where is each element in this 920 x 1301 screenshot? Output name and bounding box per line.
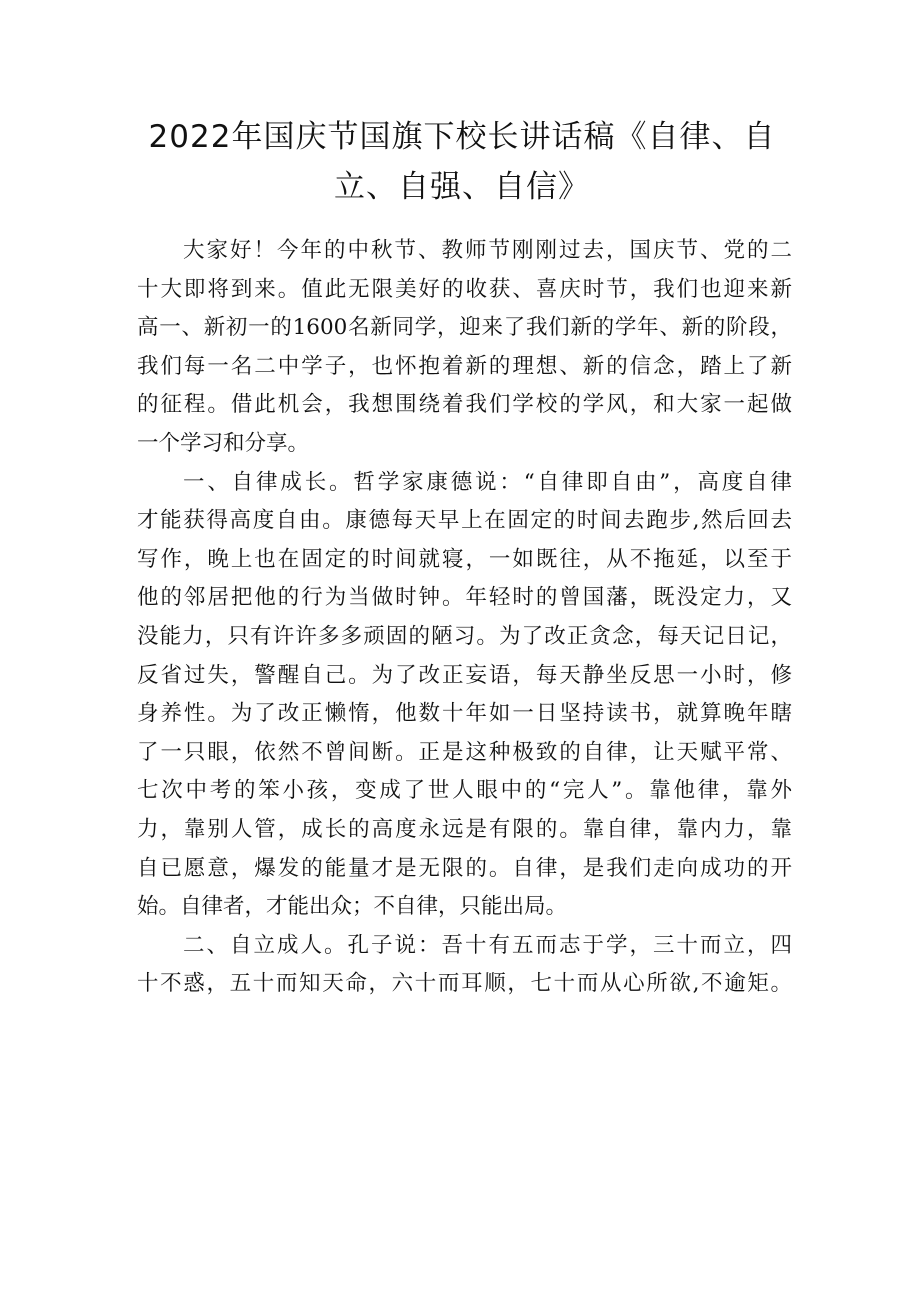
text-line: 的征程。借此机会，我想围绕着我们学校的学风，和大家一起做 xyxy=(137,392,792,418)
text-line: 大家好！今年的中秋节、教师节刚刚过去，国庆节、党的二 xyxy=(183,238,792,263)
paragraph-self-discipline xyxy=(137,464,792,927)
title-line: 2022年国庆节国旗下校长讲话稿《自律、自 xyxy=(148,119,776,155)
text-line: 了一只眼，依然不曾间断。正是这种极致的自律，让天赋平常、 xyxy=(137,739,792,765)
text-line: 才能获得高度自由。康德每天早上在固定的时间去跑步,然后回去 xyxy=(137,508,792,534)
text-line: 自已愿意，爆发的能量才是无限的。自律，是我们走向成功的开 xyxy=(137,855,792,881)
text-line: 我们每一名二中学子，也怀抱着新的理想、新的信念，踏上了新 xyxy=(137,353,792,379)
document-body xyxy=(137,232,792,1004)
text-line: 一个学习和分享。 xyxy=(137,430,310,456)
text-line: 反省过失，警醒自己。为了改正妄语，每天静坐反思一小时，修 xyxy=(137,662,792,688)
text-line: 二、自立成人。孔子说：吾十有五而志于学，三十而立，四 xyxy=(183,932,792,958)
paragraph-self-reliance xyxy=(137,927,792,1004)
title-line: 立、自强、自信》 xyxy=(334,169,590,205)
text-line: 写作，晚上也在固定的时间就寝，一如既往，从不拖延，以至于 xyxy=(137,546,792,572)
paragraph-greeting xyxy=(137,232,792,464)
text-line: 身养性。为了改正懒惰，他数十年如一日坚持读书，就算晚年瞎 xyxy=(137,701,792,727)
text-line: 七次中考的笨小孩，变成了世人眼中的“完人”。靠他律，靠外 xyxy=(137,778,792,804)
text-line: 力，靠别人管，成长的高度永远是有限的。靠自律，靠内力，靠 xyxy=(137,816,792,842)
text-line: 他的邻居把他的行为当做时钟。年轻时的曾国藩，既没定力，又 xyxy=(137,585,792,611)
text-line: 十大即将到来。值此无限美好的收获、喜庆时节，我们也迎来新 xyxy=(137,276,792,302)
text-line: 始。自律者，才能出众；不自律，只能出局。 xyxy=(137,894,568,920)
text-line: 十不惑，五十而知天命，六十而耳顺，七十而从心所欲,不逾矩。 xyxy=(137,971,792,997)
text-line: 一、自律成长。哲学家康德说：“自律即自由”，高度自律 xyxy=(183,469,792,495)
document-title xyxy=(132,112,792,212)
text-line: 高一、新初一的1600名新同学，迎来了我们新的学年、新的阶段， xyxy=(137,315,792,341)
text-line: 没能力，只有许许多多顽固的陋习。为了改正贪念，每天记日记， xyxy=(137,623,792,649)
